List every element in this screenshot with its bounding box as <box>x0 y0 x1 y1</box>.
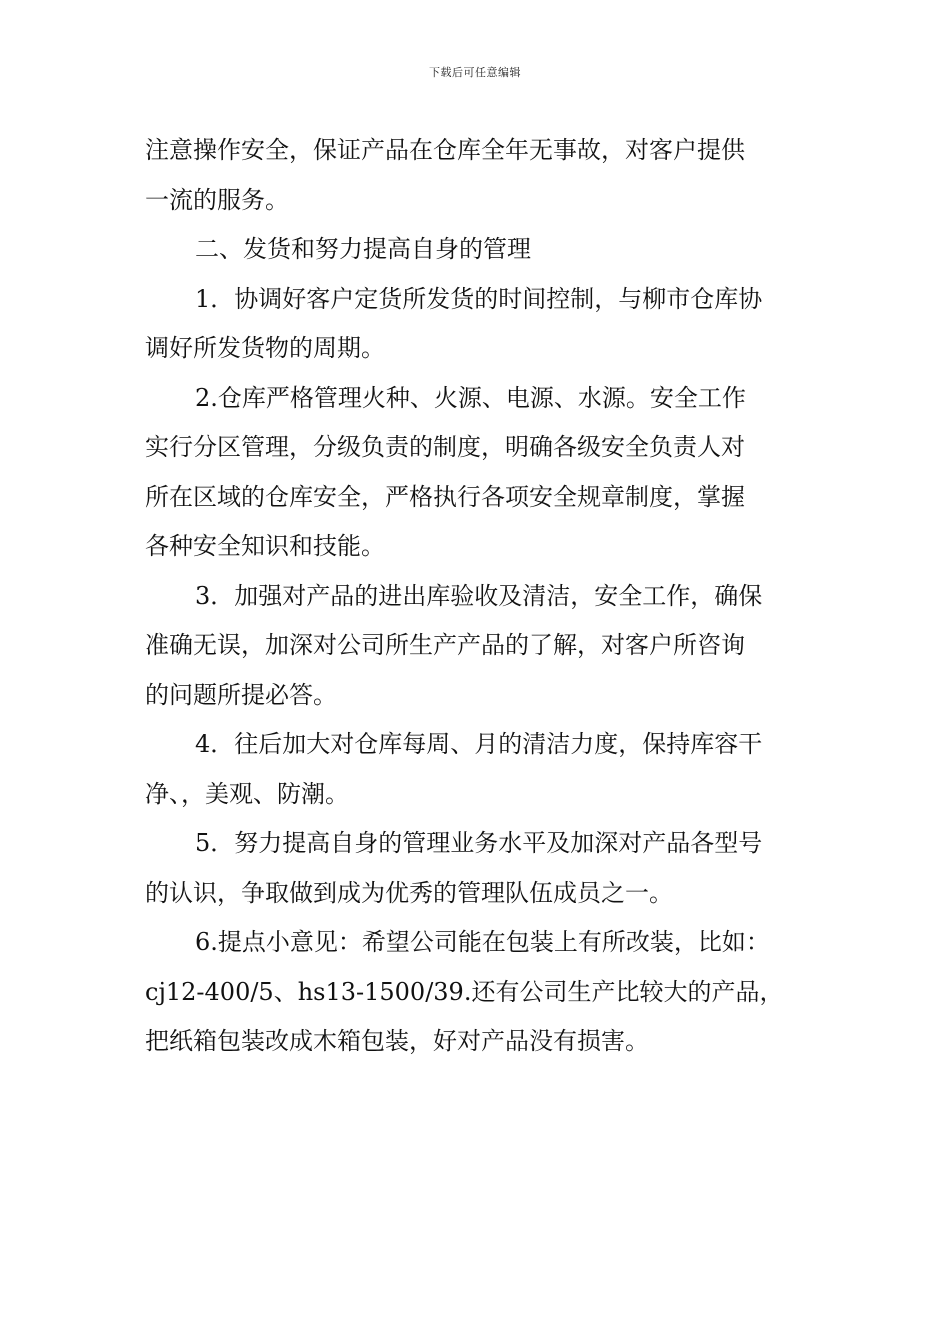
text-line: 3．加强对产品的进出库验收及清洁，安全工作，确保 <box>195 581 763 610</box>
text-line: cj12-400/5、hs13-1500/39.还有公司生产比较大的产品， <box>145 977 784 1006</box>
text-line: 所在区域的仓库安全，严格执行各项安全规章制度，掌握 <box>145 482 745 511</box>
section-heading: 二、发货和努力提高自身的管理 <box>195 235 531 263</box>
text-line: 2.仓库严格管理火种、火源、电源、水源。安全工作 <box>195 383 746 412</box>
text-line: 注意操作安全，保证产品在仓库全年无事故，对客户提供 <box>145 136 745 164</box>
page-header: 下载后可任意编辑 <box>429 66 521 79</box>
text-line: 把纸箱包装改成木箱包装，好对产品没有损害。 <box>145 1027 649 1055</box>
text-line: 5．努力提高自身的管理业务水平及加深对产品各型号 <box>195 829 763 857</box>
text-line: 6.提点小意见：希望公司能在包装上有所改装，比如： <box>195 928 770 956</box>
text-line: 实行分区管理，分级负责的制度，明确各级安全负责人对 <box>145 433 745 461</box>
text-line: 准确无误，加深对公司所生产产品的了解，对客户所咨询 <box>145 631 745 659</box>
text-line: 净、，美观、防潮。 <box>145 779 349 808</box>
text-line: 4．往后加大对仓库每周、月的清洁力度，保持库容干 <box>195 730 763 758</box>
text-line: 各种安全知识和技能。 <box>145 532 385 560</box>
text-line: 的问题所提必答。 <box>145 680 337 709</box>
document-body <box>145 126 817 1067</box>
text-line: 调好所发货物的周期。 <box>145 334 385 362</box>
text-line: 1．协调好客户定货所发货的时间控制，与柳市仓库协 <box>195 284 763 313</box>
text-line: 一流的服务。 <box>145 185 289 214</box>
text-line: 的认识，争取做到成为优秀的管理队伍成员之一。 <box>145 878 673 907</box>
